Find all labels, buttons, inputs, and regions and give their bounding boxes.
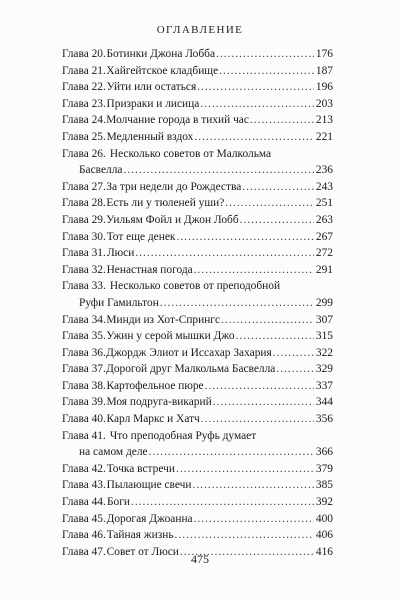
chapter-title: Боги: [106, 496, 130, 509]
dot-leader: [221, 312, 314, 329]
toc-entry: [62, 328, 333, 345]
chapter-page-number: 291: [315, 263, 333, 276]
chapter-label: Глава 27.: [62, 180, 106, 193]
toc-heading: ОГЛАВЛЕНИЕ: [156, 24, 244, 36]
toc-entry-line: [62, 195, 333, 212]
dot-leader: [240, 212, 314, 229]
toc-entry: [62, 345, 333, 362]
toc-entry-line: [62, 328, 333, 345]
toc-entry-line: [62, 394, 333, 411]
chapter-page-number: 263: [315, 213, 333, 226]
toc-entry: [62, 378, 333, 395]
chapter-label: Глава 26.: [62, 147, 106, 160]
toc-entry-line: [62, 146, 333, 163]
chapter-page-number: 243: [315, 180, 333, 193]
dot-leader: [213, 394, 314, 411]
toc-entry: [62, 79, 333, 96]
toc-entry-line: [62, 411, 333, 428]
chapter-label: Глава 45.: [62, 512, 106, 525]
toc-entry-line: [62, 96, 333, 113]
dot-leader: [194, 511, 314, 528]
toc-entry-line: [62, 378, 333, 395]
chapter-label: Глава 41.: [62, 429, 106, 442]
toc-entry-line: [62, 112, 333, 129]
toc-entry: [62, 262, 333, 279]
toc-entry-line: [62, 212, 333, 229]
chapter-page-number: 329: [315, 363, 333, 376]
chapter-title: Моя подруга-викарий: [106, 396, 212, 409]
toc-entry-line: [62, 179, 333, 196]
dot-leader: [216, 46, 314, 63]
chapter-title: Молчание города в тихий час: [106, 114, 249, 127]
dot-leader: [242, 179, 314, 196]
chapter-page-number: 307: [315, 313, 333, 326]
chapter-label: Глава 47.: [62, 545, 106, 558]
chapter-page-number: 344: [315, 396, 333, 409]
toc-entry: [62, 477, 333, 494]
dot-leader: [250, 112, 314, 129]
chapter-label: Глава 34.: [62, 313, 106, 326]
toc-entry-line: [62, 511, 333, 528]
chapter-label: Глава 22.: [62, 81, 106, 94]
chapter-label: Глава 43.: [62, 479, 106, 492]
chapter-page-number: 213: [315, 114, 333, 127]
chapter-title-continued: Руфи Гамильтон: [79, 296, 159, 309]
toc-entry-line: [62, 46, 333, 63]
dot-leader: [176, 461, 314, 478]
chapter-page-number: 356: [315, 413, 333, 426]
dot-leader: [194, 262, 314, 279]
chapter-label: Глава 30.: [62, 230, 106, 243]
toc-entry: [62, 245, 333, 262]
toc-entry-line: [62, 428, 333, 445]
toc-entry: [62, 229, 333, 246]
toc-entry-continuation: [62, 162, 333, 179]
toc-entry: [62, 212, 333, 229]
dot-leader: [205, 378, 314, 395]
dot-leader: [192, 477, 313, 494]
chapter-page-number: 187: [315, 64, 333, 77]
chapter-title: Пылающие свечи: [106, 479, 192, 492]
chapter-title: Призраки и лисица: [106, 97, 200, 110]
chapter-title: Тайная жизнь: [106, 529, 174, 542]
chapter-label: Глава 44.: [62, 496, 106, 509]
dot-leader: [197, 79, 314, 96]
dot-leader: [131, 494, 314, 511]
toc-entry: [62, 394, 333, 411]
chapter-title: Тот еще денек: [106, 230, 176, 243]
dot-leader: [175, 527, 314, 544]
chapter-page-number: 267: [315, 230, 333, 243]
chapter-label: Глава 33.: [62, 280, 106, 293]
toc-entry: [62, 146, 333, 179]
chapter-title: Есть ли у тюленей уши?: [106, 197, 225, 210]
toc-entry-line: [62, 494, 333, 511]
chapter-label: Глава 24.: [62, 114, 106, 127]
chapter-page-number: 299: [315, 296, 333, 309]
dot-leader: [149, 444, 314, 461]
dot-leader: [200, 96, 314, 113]
chapter-page-number: 406: [315, 529, 333, 542]
toc-entry: [62, 112, 333, 129]
chapter-title: Что преподобная Руфь думает: [109, 429, 257, 442]
chapter-label: Глава 38.: [62, 379, 106, 392]
toc-entry: [62, 195, 333, 212]
chapter-title: Карл Маркс и Хатч: [106, 413, 200, 426]
dot-leader: [276, 361, 314, 378]
chapter-page-number: 221: [315, 130, 333, 143]
toc-entry-line: [62, 262, 333, 279]
chapter-label: Глава 28.: [62, 197, 106, 210]
dot-leader: [219, 63, 314, 80]
toc-entry-line: [62, 245, 333, 262]
chapter-title: Ужин у серой мышки Джо: [106, 330, 235, 343]
chapter-page-number: 392: [315, 496, 333, 509]
chapter-title: Точка встречи: [106, 462, 175, 475]
chapter-title: Дорогой друг Малкольма Басвелла: [106, 363, 276, 376]
dot-leader: [135, 245, 314, 262]
chapter-page-number: 416: [315, 545, 333, 558]
dot-leader: [176, 229, 313, 246]
chapter-label: Глава 37.: [62, 363, 106, 376]
toc-entry-line: [62, 345, 333, 362]
toc-entry: [62, 494, 333, 511]
chapter-label: Глава 40.: [62, 413, 106, 426]
toc-entry: [62, 312, 333, 329]
toc-entry-line: [62, 477, 333, 494]
chapter-label: Глава 32.: [62, 263, 106, 276]
dot-leader: [123, 162, 313, 179]
toc-entry-line: [62, 229, 333, 246]
chapter-label: Глава 31.: [62, 247, 106, 260]
chapter-title: Хайгейтское кладбище: [106, 64, 219, 77]
toc-entry-line: [62, 79, 333, 96]
chapter-label: Глава 23.: [62, 97, 106, 110]
toc-entry-line: [62, 278, 333, 295]
toc-entry: [62, 428, 333, 461]
chapter-label: Глава 39.: [62, 396, 106, 409]
chapter-label: Глава 46.: [62, 529, 106, 542]
page-number: 475: [191, 552, 209, 566]
chapter-title: Минди из Хот-Спрингс: [106, 313, 221, 326]
toc-entry-line: [62, 129, 333, 146]
chapter-page-number: 203: [315, 97, 333, 110]
toc-entry: [62, 361, 333, 378]
toc-entry: [62, 179, 333, 196]
toc-entry-line: [62, 361, 333, 378]
chapter-title: Совет от Люси: [106, 545, 179, 558]
toc-entry: [62, 96, 333, 113]
toc-entry-continuation: [62, 444, 333, 461]
toc-entry-continuation: [62, 295, 333, 312]
toc-entry: [62, 511, 333, 528]
toc-entry: [62, 461, 333, 478]
chapter-title: Медленный вздох: [106, 130, 194, 143]
chapter-title: Картофельное пюре: [106, 379, 204, 392]
chapter-page-number: 366: [315, 446, 333, 459]
chapter-page-number: 379: [315, 462, 333, 475]
chapter-page-number: 315: [315, 330, 333, 343]
chapter-page-number: 385: [315, 479, 333, 492]
chapter-title: Несколько советов от Малкольма: [109, 147, 272, 160]
toc-entry-line: [62, 527, 333, 544]
dot-leader: [201, 411, 314, 428]
chapter-title-continued: на самом деле: [79, 446, 148, 459]
chapter-label: Глава 25.: [62, 130, 106, 143]
chapter-label: Глава 20.: [62, 48, 106, 60]
chapter-page-number: 236: [315, 164, 333, 177]
toc-entry-line: [62, 312, 333, 329]
dot-leader: [194, 129, 314, 146]
toc-entry: [62, 129, 333, 146]
chapter-title: Уильям Фойл и Джон Лобб: [106, 213, 239, 226]
toc-entry-line: [62, 461, 333, 478]
chapter-page-number: 251: [315, 197, 333, 210]
chapter-title: Ботинки Джона Лобба: [106, 48, 216, 60]
chapter-label: Глава 21.: [62, 64, 106, 77]
chapter-title: Несколько советов от преподобной: [109, 280, 281, 293]
chapter-label: Глава 35.: [62, 330, 106, 343]
chapter-page-number: 176: [315, 48, 333, 60]
dot-leader: [236, 328, 314, 345]
chapter-title: Уйти или остаться: [106, 81, 197, 94]
toc-list: [62, 46, 333, 560]
toc-entry: [62, 527, 333, 544]
chapter-page-number: 196: [315, 81, 333, 94]
chapter-page-number: 400: [315, 512, 333, 525]
chapter-title: Ненастная погода: [106, 263, 193, 276]
chapter-label: Глава 42.: [62, 462, 106, 475]
toc-entry: [62, 63, 333, 80]
toc-entry: [62, 46, 333, 63]
chapter-label: Глава 29.: [62, 213, 106, 226]
chapter-title: За три недели до Рождества: [106, 180, 242, 193]
chapter-label: Глава 36.: [62, 346, 106, 359]
dot-leader: [160, 295, 314, 312]
chapter-title: Люси: [106, 247, 135, 260]
chapter-page-number: 322: [315, 346, 333, 359]
toc-entry: [62, 411, 333, 428]
dot-leader: [225, 195, 314, 212]
dot-leader: [273, 345, 314, 362]
chapter-page-number: 337: [315, 379, 333, 392]
chapter-title: Джордж Элиот и Иссахар Захария: [106, 346, 272, 359]
toc-entry-line: [62, 63, 333, 80]
chapter-page-number: 272: [315, 247, 333, 260]
chapter-title-continued: Басвелла: [79, 164, 123, 177]
toc-entry: [62, 278, 333, 311]
chapter-title: Дорогая Джоанна: [106, 512, 193, 525]
